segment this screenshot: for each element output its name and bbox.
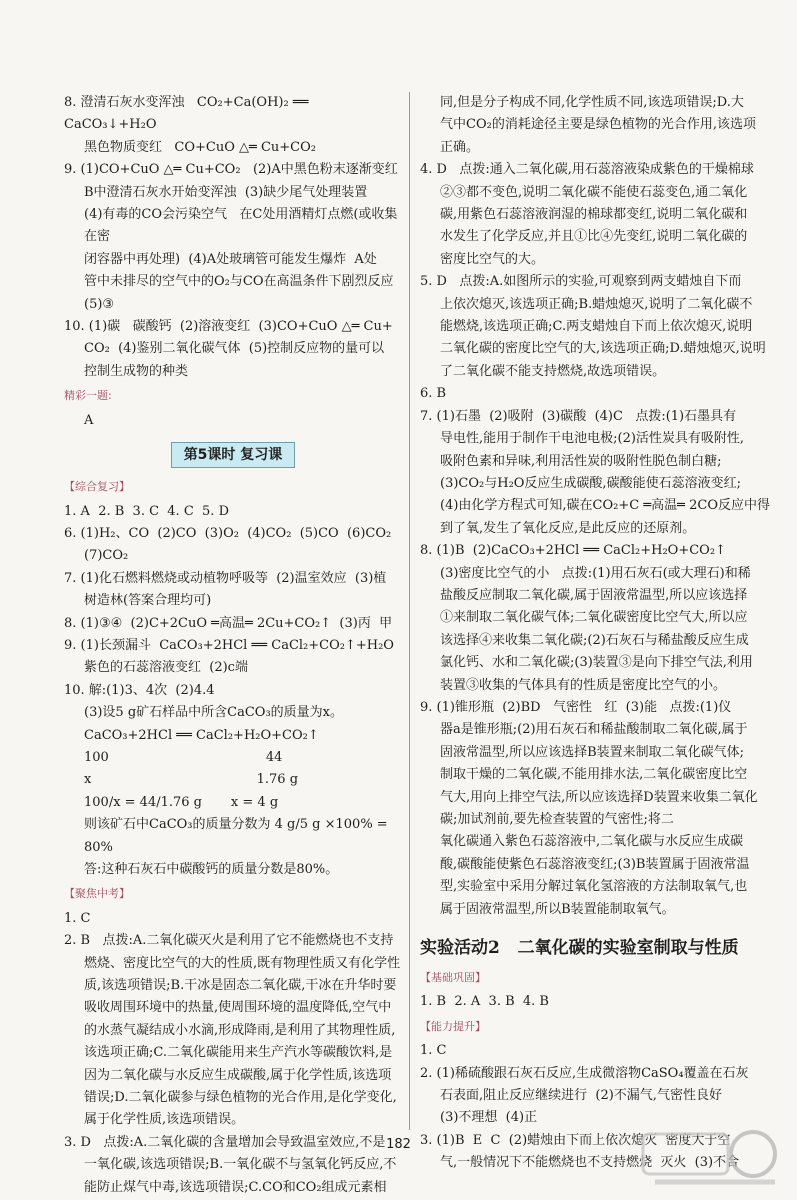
- answer-line: ②③都不变色,说明二氧化碳不能使石蕊变色,通二氧化: [440, 184, 748, 200]
- question-answer: 10. (1)碳 碳酸钙 (2)溶液变红 (3)CO+CuO △═ Cu+: [64, 319, 393, 335]
- answer-line: 100 44: [84, 749, 283, 765]
- answer-line: (4)由化学方程式可知,碳在CO₂+C ═高温═ 2CO反应中得: [440, 498, 770, 514]
- answer-line: A: [84, 412, 94, 428]
- answer-line: 固液常温型,所以应该选择B装置来制取二氧化碳气体;: [440, 744, 745, 760]
- section-header: 精彩一题:: [64, 389, 112, 403]
- answer-line: 紫色的石蕊溶液变红 (2)c端: [84, 660, 248, 676]
- answer-line: 制取干燥的二氧化碳,不能用排水法,二氧化碳密度比空: [440, 767, 748, 783]
- answer-line: 控制生成物的种类: [84, 363, 189, 379]
- answer-line: 该选择④来收集二氧化碳;(2)石灰石与稀盐酸反应生成: [440, 632, 749, 648]
- question-answer: 1. B 2. A 3. B 4. B: [420, 994, 549, 1010]
- answer-line: 错误;D.二氧化碳参与绿色植物的光合作用,是化学变化,: [84, 1090, 397, 1106]
- answer-line: 碳,用紫色石蕊溶液润湿的棉球都变红,说明二氧化碳和: [440, 207, 748, 223]
- answer-line: 同,但是分子构成不同,化学性质不同,该选项错误;D.大: [440, 95, 744, 110]
- question-answer: 1. A 2. B 3. C 4. C 5. D: [64, 503, 229, 519]
- answer-line: 答:这种石灰石中碳酸钙的质量分数是80%。: [84, 862, 339, 877]
- section-header: 【综合复习】: [64, 480, 130, 494]
- experiment-title: 实验活动2 二氧化碳的实验室制取与性质: [420, 938, 739, 959]
- answer-line: 密度比空气的大。: [440, 251, 545, 267]
- answer-line: 属于化学性质,该选项错误。: [84, 1112, 245, 1128]
- answer-line: 属于固液常温型,所以B装置能制取氧气。: [440, 901, 675, 917]
- answer-line: 碳;加试剂前,要先检查装置的气密性;将二: [440, 812, 674, 827]
- question-answer: 9. (1)锥形瓶 (2)BD 气密性 红 (3)能 点拨:(1)仪: [420, 699, 732, 715]
- answer-line: 该选项正确;C.二氧化碳能用来生产汽水等碳酸饮料,是: [84, 1045, 393, 1061]
- answer-line: (3)CO₂与H₂O反应生成碳酸,碳酸能使石蕊溶液变红;: [440, 475, 741, 491]
- section-header: 【能力提升】: [420, 1019, 486, 1033]
- answer-line: ①来制取二氧化碳气体;二氧化碳密度比空气大,所以应: [440, 610, 748, 626]
- section-header: 【基础巩固】: [420, 971, 486, 985]
- answer-line: 导电性,能用于制作干电池电极;(2)活性炭具有吸附性,: [440, 431, 745, 447]
- question-answer: 3. D 点拨:A.二氧化碳的含量增加会导致温室效应,不是: [64, 1134, 386, 1150]
- answer-line: 上依次熄灭,该选项正确;B.蜡烛熄灭,说明了二氧化碳不: [440, 296, 753, 312]
- answer-line: B中澄清石灰水开始变浑浊 (3)缺少尾气处理装置: [84, 184, 368, 200]
- answer-line: x 1.76 g: [84, 772, 299, 788]
- answer-line: 的水蒸气凝结成小水滴,形成降雨,是利用了其物理性质,: [84, 1022, 396, 1038]
- answer-line: 黑色物质变红 CO+CuO △═ Cu+CO₂: [84, 139, 316, 155]
- question-answer: 9. (1)CO+CuO △═ Cu+CO₂ (2)A中黑色粉末逐渐变红: [64, 162, 398, 178]
- answer-line: 管中未排尽的空气中的O₂与CO在高温条件下剧烈反应: [84, 274, 394, 290]
- question-answer: 4. D 点拨:通入二氧化碳,用石蕊溶液染成紫色的干燥棉球: [420, 162, 754, 178]
- answer-line: (3)密度比空气的小 点拨:(1)用石灰石(或大理石)和稀: [440, 565, 751, 581]
- question-answer: 2. (1)稀硫酸跟石灰石反应,生成微溶物CaSO₄覆盖在石灰: [420, 1065, 749, 1081]
- answer-line: 气大,用向上排空气法,所以应该选择D装置来收集二氧化: [440, 789, 758, 805]
- answer-line: 因为二氧化碳与水反应生成碳酸,属于化学性质,该选项: [84, 1067, 392, 1083]
- answer-line: 一氧化碳,该选项错误;B.一氧化碳不与氢氧化钙反应,不: [84, 1157, 397, 1173]
- answer-line: 100/x = 44/1.76 g x = 4 g: [84, 794, 279, 810]
- left-column: [64, 92, 402, 1199]
- question-answer: 9. (1)长颈漏斗 CaCO₃+2HCl ══ CaCl₂+CO₂↑+H₂O: [64, 637, 394, 653]
- question-answer: 1. C: [64, 910, 91, 926]
- question-answer: 2. B 点拨:A.二氧化碳灭火是利用了它不能燃烧也不支持: [64, 933, 394, 949]
- question-answer: 8. (1)B (2)CaCO₃+2HCl ══ CaCl₂+H₂O+CO₂↑: [420, 543, 726, 559]
- question-answer: 5. D 点拨:A.如图所示的实验,可观察到两支蜡烛自下而: [420, 274, 742, 290]
- answer-line: 水发生了化学反应,并且①比④先变红,说明二氧化碳的: [440, 229, 748, 245]
- answer-line: 氯化钙、水和二氧化碳;(3)装置③是向下排空气法,利用: [440, 655, 753, 671]
- answer-line: 气,一般情况下不能燃烧也不支持燃烧 灭火 (3)不合: [440, 1155, 740, 1171]
- answer-line: 闭容器中再处理) (4)A处玻璃管可能发生爆炸 A处: [84, 251, 377, 267]
- watermark-logo: [635, 1124, 785, 1194]
- answer-line: 质,该选项错误;B.干冰是固态二氧化碳,干冰在升华时要: [84, 978, 397, 994]
- question-answer: 6. (1)H₂、CO (2)CO (3)O₂ (4)CO₂ (5)CO (6)CO₂: [64, 525, 392, 541]
- column-divider: [409, 92, 410, 1130]
- answer-line: (5)③: [84, 296, 115, 312]
- answer-line: (7)CO₂: [84, 548, 129, 564]
- question-answer: 3. (1)B E C (2)蜡烛由下而上依次熄灭 密度大于空: [420, 1132, 731, 1148]
- answer-line: 盐酸反应制取二氧化碳,属于固液常温型,所以应该选择: [440, 587, 748, 603]
- answer-line: 氧化碳通入紫色石蕊溶液中,二氧化碳与水反应生成碳: [440, 834, 744, 850]
- question-answer: 7. (1)石墨 (2)吸附 (3)碳酸 (4)C 点拨:(1)石墨具有: [420, 408, 737, 424]
- answer-line: 树造林(答案合理均可): [84, 593, 212, 609]
- answer-line: 正确。: [440, 139, 480, 155]
- answer-line: 器a是锥形瓶;(2)用石灰石和稀盐酸制取二氧化碳,属于: [440, 722, 748, 738]
- question-answer: 1. C: [420, 1043, 447, 1059]
- answer-line: CO₂ (4)鉴别二氧化碳气体 (5)控制反应物的量可以: [84, 341, 385, 357]
- question-answer: 8. 澄清石灰水变浑浊 CO₂+Ca(OH)₂ ══ CaCO₃↓+H₂O: [64, 95, 313, 133]
- lesson-title-text: 第5课时 复习课: [171, 442, 296, 468]
- question-answer: 8. (1)③④ (2)C+2CuO ═高温═ 2Cu+CO₂↑ (3)丙 甲: [64, 615, 393, 631]
- answer-line: (4)有毒的CO会污染空气 在C处用酒精灯点燃(或收集在密: [84, 207, 398, 245]
- answer-line: 到了氧,发生了氧化反应,是此反应的还原剂。: [440, 520, 696, 536]
- question-answer: 10. 解:(1)3、4次 (2)4.4: [64, 682, 215, 698]
- question-answer: 7. (1)化石燃料燃烧或动植物呼吸等 (2)温室效应 (3)植: [64, 570, 387, 586]
- answer-line: (3)设5 g矿石样品中所含CaCO₃的质量为x。: [84, 705, 343, 721]
- answer-line: 吸附色素和异味,利用活性炭的吸附性脱色制白糖;: [440, 453, 722, 469]
- answer-line: 装置③收集的气体具有的性质是密度比空气的小。: [440, 677, 727, 693]
- right-column: [420, 92, 776, 1175]
- answer-line: 型,实验室中采用分解过氧化氢溶液的方法制取氧气,也: [440, 879, 748, 895]
- answer-line: (3)不理想 (4)正: [440, 1110, 538, 1126]
- answer-line: 燃烧、密度比空气的大的性质,既有物理性质又有化学性: [84, 955, 401, 971]
- answer-line: 了二氧化碳不能支持燃烧,故选项错误。: [440, 363, 666, 379]
- answer-line: 能防止煤气中毒,该选项错误;C.CO和CO₂组成元素相: [84, 1179, 387, 1195]
- answer-line: 吸收周围环境中的热量,使周围环境的温度降低,空气中: [84, 1000, 392, 1016]
- answer-line: 石表面,阻止反应继续进行 (2)不漏气,气密性良好: [440, 1088, 722, 1104]
- section-header: 【聚焦中考】: [64, 887, 130, 901]
- page-number: 182: [386, 1137, 411, 1152]
- answer-line: 酸,碳酸能使紫色石蕊溶液变红;(3)B装置属于固液常温: [440, 856, 750, 872]
- answer-line: 则该矿石中CaCO₃的质量分数为 4 g/5 g ×100% = 80%: [84, 817, 392, 855]
- answer-line: 能燃烧,该选项正确;C.两支蜡烛自下而上依次熄灭,说明: [440, 319, 753, 335]
- answer-line: 气中CO₂的消耗途径主要是绿色植物的光合作用,该选项: [440, 117, 756, 133]
- lesson-title: [64, 442, 402, 468]
- answer-line: CaCO₃+2HCl ══ CaCl₂+H₂O+CO₂↑: [84, 727, 319, 743]
- question-answer: 6. B: [420, 386, 447, 402]
- answer-line: 二氧化碳的密度比空气的大,该选项正确;D.蜡烛熄灭,说明: [440, 341, 766, 357]
